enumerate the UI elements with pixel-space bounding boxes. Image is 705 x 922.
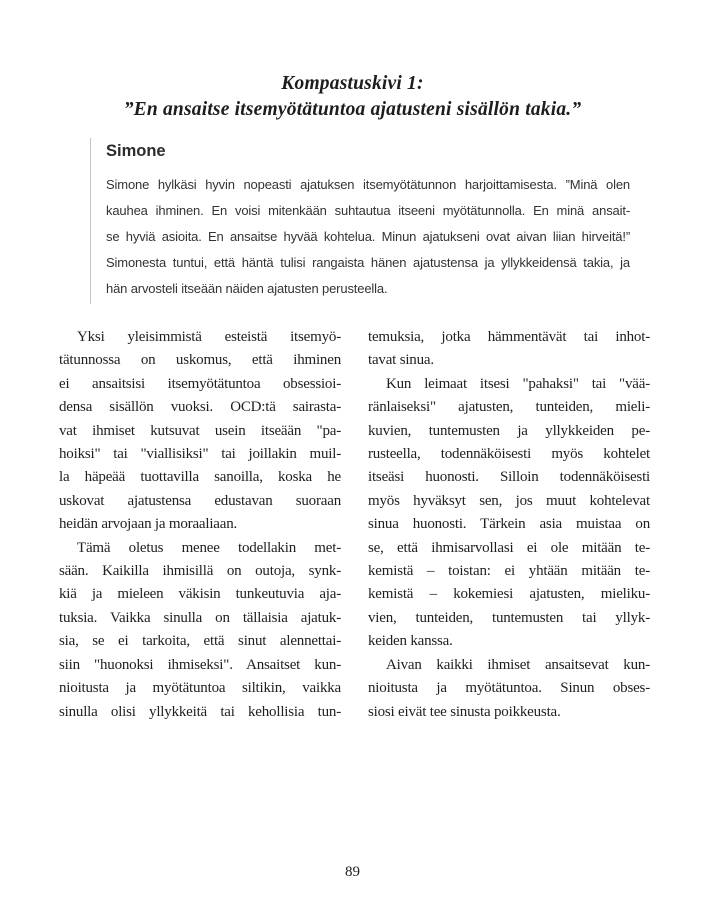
body-column-right [368,326,650,724]
text-line: kauhea ihminen. En voisi mitenkään suhtautua itseeni myötätunnolla. En minä ansait- [106,203,630,218]
text-line: se hyviä asioita. En ansaitse hyvää kohtelua. Minun ajatukseni ovat aivan liian hirveitä!” [106,229,630,244]
text-line: hän arvosteli itseään näiden ajatusten perusteella. [106,281,388,296]
text-line: kemistä – kokemiesi ajatusten, mieliku- [368,586,650,603]
text-line: tuksia. Vaikka sinulla on tällaisia ajatuk- [59,609,341,626]
text-line: Simone hylkäsi hyvin nopeasti ajatuksen itsemyötätunnon harjoittamisesta. ”Minä olen [106,177,630,192]
text-line: se, että ihmisarvollasi ei ole mitään te- [368,539,650,556]
text-line: Kun leimaat itsesi "pahaksi" tai "vää- [386,375,650,392]
text-line: sinua huonosti. Tärkein asia muistaa on [368,516,650,533]
text-line: itseäsi huonosti. Silloin todennäköisesti [368,469,650,486]
text-line: kiä ja mieleen väkisin tunkeutuvia aja- [59,586,341,603]
text-line: Simonesta tuntui, että häntä tulisi rangaista hänen ajatustensa ja yllykkeidensä takia, ja [106,255,630,270]
text-line: nioitusta ja myötätuntoa siltikin, vaikka [59,680,341,697]
text-line: sään. Kaikilla ihmisillä on outoja, synk- [59,563,341,580]
body-columns [59,326,650,724]
text-line: hoiksi" tai "viallisiksi" tai joillakin muil- [59,446,341,463]
text-line: vat ihmiset kutsuvat usein itseään "pa- [59,422,341,439]
text-line: tätunnossa on uskomus, että ihminen [59,352,341,369]
text-line: keiden kanssa. [368,633,453,650]
text-line: sinulla olisi yllykkeitä tai kehollisia tun- [59,703,341,720]
text-line: rusteella, todennäköisesti myös kohtelet [368,446,650,463]
text-line: kuvien, tuntemusten ja yllykkeiden pe- [368,422,650,439]
text-line: densa sisällön vuoksi. OCD:tä sairasta- [59,399,341,416]
text-line: Aivan kaikki ihmiset ansaitsevat kun- [386,656,650,673]
text-line: tavat sinua. [368,352,434,369]
case-paragraph [106,172,630,302]
page-number: 89 [345,864,360,880]
text-line: Yksi yleisimmistä esteistä itsemyö- [77,329,341,345]
text-line: sia, se ei tarkoita, että sinut alennettai- [59,633,341,650]
text-line: uskovat ajatustensa edustavan suoraan [59,492,341,509]
chapter-title-block [0,71,705,123]
text-line: ränlaiseksi" ajatusten, tunteiden, mieli- [368,399,650,416]
body-column-left [59,326,341,724]
page-title: Kompastuskivi 1: [281,73,424,94]
case-heading: Simone [106,142,166,160]
text-line: Tämä oletus menee todellakin met- [77,539,341,556]
text-line: heidän arvojaan ja moraaliaan. [59,516,238,533]
text-line: kemistä – toistan: ei yhtään mitään te- [368,563,650,580]
case-box [90,138,630,304]
text-line: temuksia, jotka hämmentävät tai inhot- [368,329,650,345]
text-line: ei ansaitsisi itsemyötätuntoa obsessioi- [59,375,341,392]
text-line: nioitusta ja myötätuntoa. Sinun obses- [368,680,650,697]
text-line: siosi eivät tee sinusta poikkeusta. [368,703,561,720]
text-line: myös hyväksyt sen, jos muut kohtelevat [368,492,650,509]
text-line: vien, tunteiden, tuntemusten tai yllyk- [368,609,650,626]
page-subtitle: ”En ansaitse itsemyötätuntoa ajatusteni sisällön takia.” [123,99,582,120]
text-line: la häpeää tuottavilla sanoilla, koska he [59,469,341,486]
text-line: siin "huonoksi ihmiseksi". Ansaitset kun- [59,656,341,673]
